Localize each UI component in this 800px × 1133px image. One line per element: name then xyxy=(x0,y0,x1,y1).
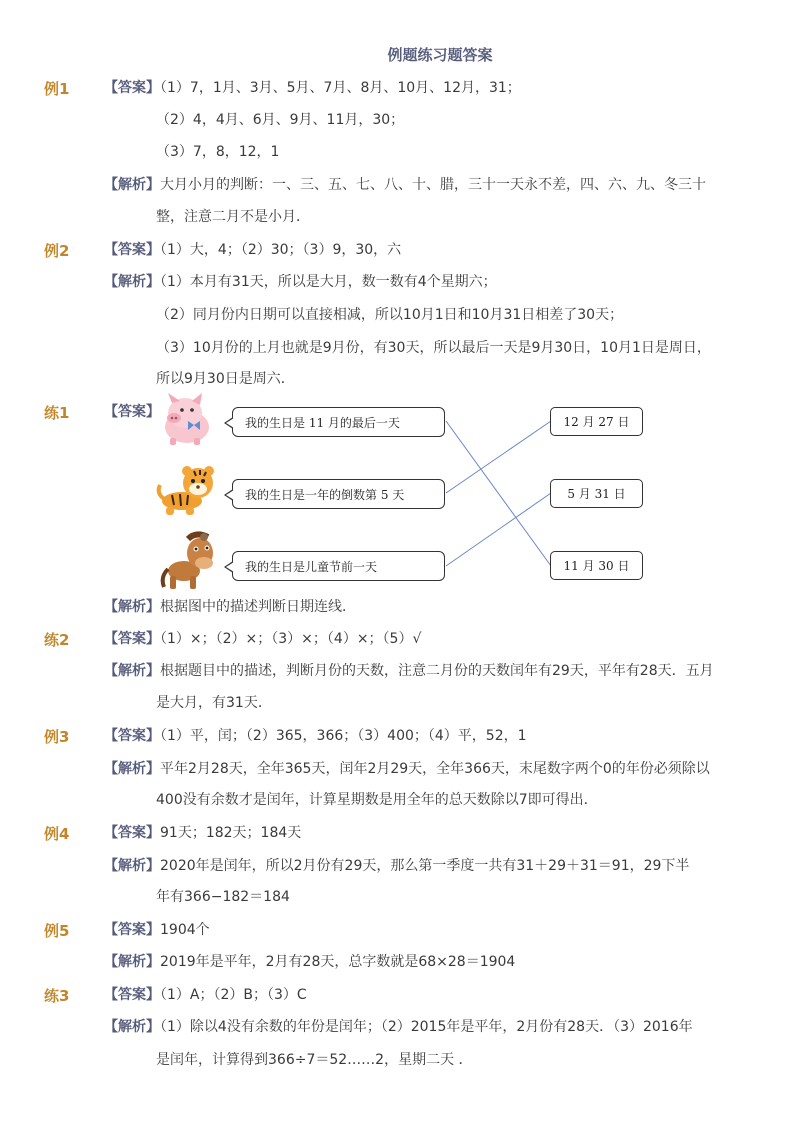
answer-text: 91天；182天；184天 xyxy=(160,825,302,841)
analysis-tag: 【解析】 xyxy=(104,858,160,874)
answer-text: （1）A；（2）B；（3）C xyxy=(160,987,307,1003)
answer-tag-text: 【答案】 xyxy=(104,404,160,420)
analysis-text: 2020年是闰年，所以2月份有29天，那么第一季度一共有31＋29＋31＝91，29下半 xyxy=(160,858,690,874)
analysis-text: 大月小月的判断：一、三、五、七、八、十、腊，三十一天永不差，四、六、九、冬三十 xyxy=(160,177,706,193)
analysis-line xyxy=(104,597,356,617)
analysis-text: 根据题目中的描述，判断月份的天数，注意二月份的天数闰年有29天，平年有28天．五月 xyxy=(160,663,714,679)
answer-tag: 【答案】 xyxy=(104,922,160,938)
tiger-icon xyxy=(156,463,218,519)
answer-tag: 【答案】 xyxy=(104,987,160,1003)
practice-label: 练3 xyxy=(44,987,70,1005)
analysis-line xyxy=(104,856,689,876)
analysis-text: （3）10月份的上月也就是9月份，有30天，所以最后一天是9月30日，10月1日是周日， xyxy=(156,340,711,356)
analysis-text: 是闰年，计算得到366÷7＝52……2，星期二天 ． xyxy=(156,1052,473,1068)
answer-text: （1）平，闰；（2）365，366；（3）400；（4）平，52，1 xyxy=(160,728,527,744)
date-box: 5 月 31 日 xyxy=(550,479,643,508)
speech-bubble: 我的生日是儿童节前一天 xyxy=(232,551,445,581)
match-line xyxy=(446,493,551,566)
date-box: 12 月 27 日 xyxy=(550,407,643,436)
analysis-tag: 【解析】 xyxy=(104,599,160,615)
speech-bubble: 我的生日是 11 月的最后一天 xyxy=(232,407,445,437)
analysis-text: 平年2月28天，全年365天，闰年2月29天，全年366天，末尾数字两个0的年份必须除以 xyxy=(160,761,710,777)
speech-bubble: 我的生日是一年的倒数第 5 天 xyxy=(232,479,445,509)
answer-text: 1904个 xyxy=(160,922,210,938)
example-label: 例1 xyxy=(44,80,70,98)
answer-line xyxy=(104,629,421,649)
answer-line xyxy=(104,920,210,940)
analysis-text: 根据图中的描述判断日期连线． xyxy=(160,599,356,615)
example-label: 例5 xyxy=(44,922,70,940)
analysis-text: 整，注意二月不是小月． xyxy=(156,209,310,225)
analysis-line xyxy=(104,661,714,681)
match-line xyxy=(446,421,551,566)
pig-icon xyxy=(158,393,216,447)
practice-label: 练2 xyxy=(44,631,70,649)
example-label: 例4 xyxy=(44,825,70,843)
answer-text: （1）×；（2）×；（3）×；（4）×；（5）√ xyxy=(160,631,422,647)
horse-icon xyxy=(160,531,220,591)
answer-text: （3）7，8，12，1 xyxy=(156,144,280,160)
answer-line xyxy=(104,985,307,1005)
analysis-text: 400没有余数才是闰年，计算星期数是用全年的总天数除以7即可得出． xyxy=(156,792,598,808)
analysis-tag: 【解析】 xyxy=(104,954,160,970)
answer-text: （1）7，1月、3月、5月、7月、8月、10月、12月，31； xyxy=(160,80,521,96)
answer-tag: 【答案】 xyxy=(104,825,160,841)
analysis-text: （1）本月有31天，所以是大月，数一数有4个星期六； xyxy=(160,274,497,290)
answer-tag: 【答案】 xyxy=(104,631,160,647)
analysis-tag: 【解析】 xyxy=(104,177,160,193)
answer-line xyxy=(104,726,527,746)
analysis-text: （2）同月份内日期可以直接相减，所以10月1日和10月31日相差了30天； xyxy=(156,307,624,323)
analysis-line xyxy=(104,952,515,972)
example-label: 例2 xyxy=(44,242,70,260)
analysis-tag: 【解析】 xyxy=(104,761,160,777)
analysis-text: 是大月，有31天． xyxy=(156,695,272,711)
analysis-tag: 【解析】 xyxy=(104,663,160,679)
answer-tag: 【答案】 xyxy=(104,80,160,96)
analysis-text: 2019年是平年，2月有28天，总字数就是68×28＝1904 xyxy=(160,954,516,970)
answer-line xyxy=(104,823,301,843)
analysis-text: （1）除以4没有余数的年份是闰年；（2）2015年是平年，2月份有28天．（3）2016年 xyxy=(160,1019,693,1035)
page-title: 例题练习题答案 xyxy=(387,46,493,64)
answer-text: （1）大，4；（2）30；（3）9，30，六 xyxy=(160,242,402,258)
answer-text: （2）4，4月、6月、9月、11月，30； xyxy=(156,112,405,128)
analysis-tag: 【解析】 xyxy=(104,1019,160,1035)
analysis-line xyxy=(104,1017,693,1037)
answer-tag: 【答案】 xyxy=(104,728,160,744)
example-label: 例3 xyxy=(44,728,70,746)
answer-tag: 【答案】 xyxy=(104,242,160,258)
analysis-text: 年有366−182＝184 xyxy=(156,889,290,905)
date-box: 11 月 30 日 xyxy=(550,551,643,580)
analysis-line xyxy=(104,759,710,779)
practice-label: 练1 xyxy=(44,404,70,422)
analysis-text: 所以9月30日是周六． xyxy=(156,371,295,387)
match-line xyxy=(446,421,551,493)
analysis-tag: 【解析】 xyxy=(104,274,160,290)
